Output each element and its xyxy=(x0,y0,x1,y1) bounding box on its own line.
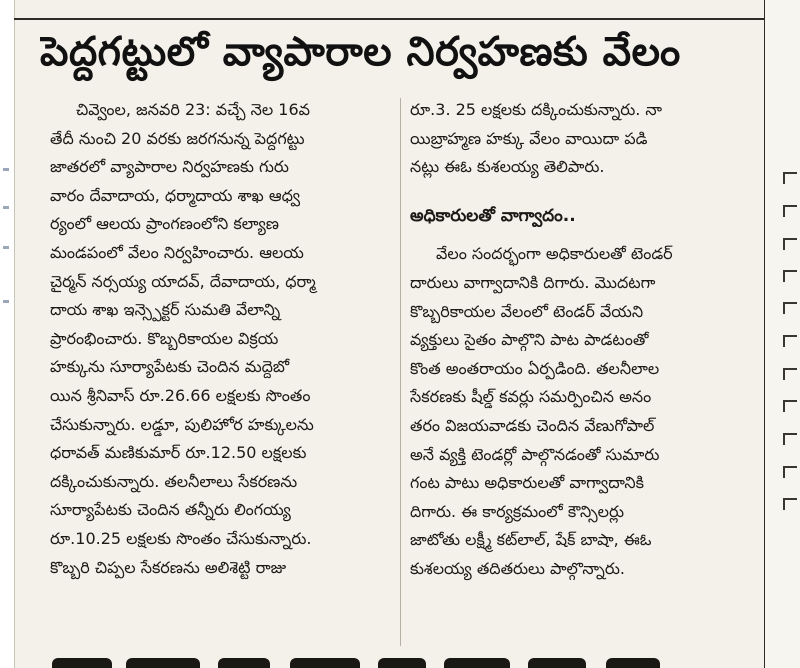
paragraph-line: దారులు వాగ్వాదానికి దిగారు. మొదటగా xyxy=(410,272,656,292)
paragraph-line: చేసుకున్నారు. లడ్డూ, పులిహోర హక్కులను xyxy=(50,414,314,434)
clipped-glyph xyxy=(783,172,797,184)
paragraph-line: దాయ శాఖ ఇన్స్పెక్టర్ సుమతి వేలాన్ని xyxy=(50,300,281,320)
paragraph-line: అనే వ్యక్తి టెండర్లో పాల్గొనడంతో సుమారు xyxy=(410,444,660,464)
clipped-glyph xyxy=(606,658,660,668)
paragraph-line: కొంత అంతరాయం ఏర్పడింది. తలనీలాల xyxy=(410,358,660,378)
paragraph-line: సూర్యాపేటకు చెందిన తన్నీరు లింగయ్య xyxy=(50,500,291,520)
article-headline: పెద్దగట్టులో వ్యాపారాల నిర్వహణకు వేలం xyxy=(40,29,681,75)
column-divider xyxy=(400,98,401,646)
paragraph-line: నట్లు ఈఓ కుశలయ్య తెలిపారు. xyxy=(410,157,605,177)
clipped-glyph xyxy=(528,658,586,668)
paragraph-line: వేలం సందర్భంగా అధికారులతో టెండర్ xyxy=(436,244,673,264)
paragraph-line: దక్కించుకున్నారు. తలనీలాలు సేకరణను xyxy=(50,471,298,491)
paragraph-line: మండపంలో వేలం నిర్వహించారు. ఆలయ xyxy=(50,242,304,262)
clipped-glyph xyxy=(783,302,797,314)
paragraph-line: రూ.3. 25 లక్షలకు దక్కించుకున్నారు. నా xyxy=(410,100,663,119)
edge-mark xyxy=(3,168,9,171)
paragraph-line: సేకరణకు షీల్డ్ కవర్లు సమర్పించిన అనం xyxy=(410,387,652,407)
paragraph-line: ప్రారంభించారు. కొబ్బరికాయల విక్రయ xyxy=(50,328,279,348)
paragraph-line: హక్కును సూర్యాపేటకు చెందిన మద్దెబో xyxy=(50,357,290,377)
clipped-glyph xyxy=(783,270,797,282)
paragraph-line: గంట పాటు అధికారులతో వాగ్వాదానికి xyxy=(410,473,644,493)
paragraph-line: జాటోతు లక్ష్మీ కట్‌లాల్, షేక్ బాషా, ఈఓ xyxy=(410,530,652,550)
clipped-glyph xyxy=(783,400,797,412)
paragraph-line: రూ.10.25 లక్షలకు సొంతం చేసుకున్నారు. xyxy=(50,528,312,548)
paragraph-line: దిగారు. ఈ కార్యక్రమంలో కౌన్సిలర్లు xyxy=(410,501,624,521)
paragraph-line: వారం దేవాదాయ, ధర్మాదాయ శాఖ ఆధ్వ xyxy=(50,185,301,205)
clipped-glyph xyxy=(783,433,797,445)
clipped-glyph xyxy=(218,658,270,668)
adjacent-column-edge-right xyxy=(764,0,800,668)
article-column-1 xyxy=(50,96,390,582)
clipped-glyph xyxy=(378,658,426,668)
paragraph-line: తేదీ నుంచి 20 వరకు జరగనున్న పెద్దగట్టు xyxy=(50,128,305,148)
clipped-glyph xyxy=(52,658,112,668)
clipped-glyph xyxy=(783,498,797,510)
clipped-glyph xyxy=(783,368,797,380)
clipped-glyph xyxy=(783,205,797,217)
adjacent-column-edge-left xyxy=(0,0,15,668)
article-subheading: అధికారులతో వాగ్వాదం.. xyxy=(410,205,576,226)
clipped-glyph xyxy=(783,466,797,478)
top-rule xyxy=(14,18,764,20)
edge-mark xyxy=(3,206,9,209)
paragraph-line: యిన శ్రీనివాస్ రూ.26.66 లక్షలకు సొంతం xyxy=(50,385,311,405)
paragraph-line: తరం విజయవాడకు చెందిన వేణుగోపాల్ xyxy=(410,415,655,435)
clipped-glyph xyxy=(783,335,797,347)
edge-mark xyxy=(3,246,9,249)
paragraph-line: వ్యక్తులు సైతం పాల్గొని పాట పాడటంతో xyxy=(410,330,649,350)
next-headline-clipped xyxy=(40,650,680,668)
paragraph-line: ధరావత్ మణికుమార్ రూ.12.50 లక్షలకు xyxy=(50,443,307,463)
paragraph-line: ర్యంలో ఆలయ ప్రాంగణంలోని కల్యాణ xyxy=(50,214,280,234)
clipped-glyph xyxy=(444,658,510,668)
paragraph-line: కొబ్బరికాయల వేలంలో టెండర్ వేయని xyxy=(410,301,644,321)
paragraph-line: కొబ్బరి చిప్పల సేకరణను అలిశెట్టి రాజు xyxy=(50,557,287,577)
paragraph-line: చివ్వెంల, జనవరి 23: వచ్చే నెల 16వ xyxy=(76,100,311,119)
clipped-glyph xyxy=(783,238,797,250)
paragraph-line: చైర్మన్ నర్సయ్య యాదవ్, దేవాదాయ, ధర్మా xyxy=(50,271,316,291)
paragraph-line: కుశలయ్య తదితరులు పాల్గొన్నారు. xyxy=(410,558,625,578)
clipped-glyph xyxy=(290,658,360,668)
paragraph-line: యిబ్రాహ్మణ హక్కు వేలం వాయిదా పడి xyxy=(410,128,648,148)
paragraph-line: జాతరలో వ్యాపారాల నిర్వహణకు గురు xyxy=(50,157,289,177)
edge-mark xyxy=(3,300,9,303)
article-column-2 xyxy=(410,96,755,584)
clipped-glyph xyxy=(126,658,200,668)
